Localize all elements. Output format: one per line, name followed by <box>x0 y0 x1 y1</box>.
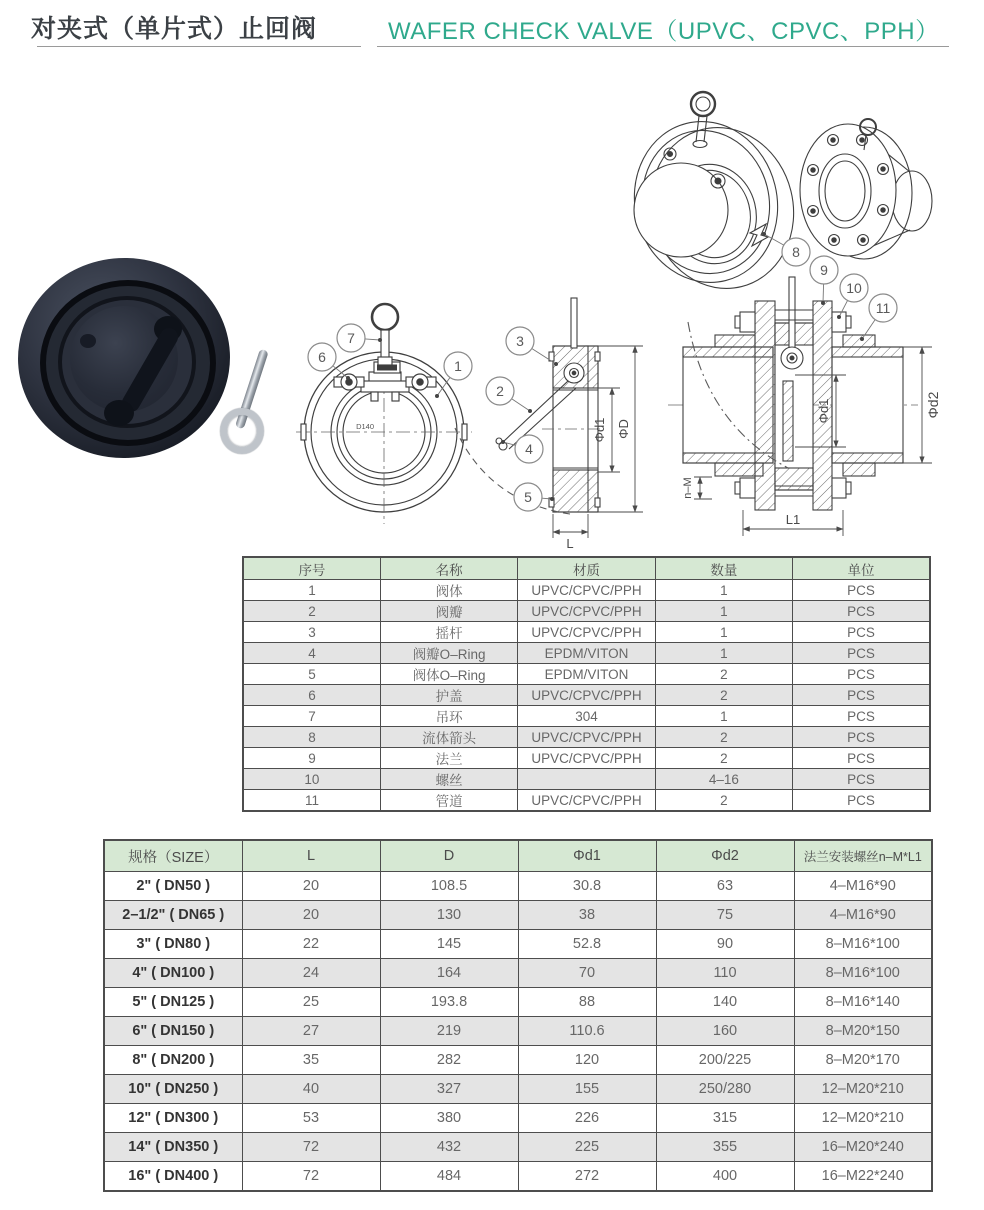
table-cell: 72 <box>242 1133 380 1162</box>
callout-9 <box>810 256 838 305</box>
table-cell: 4–16 <box>655 769 792 790</box>
bore-label: D140 <box>356 422 374 431</box>
flange-left <box>755 301 775 510</box>
table-row <box>104 872 932 901</box>
perspective-view <box>618 92 932 304</box>
table-cell: 2 <box>655 790 792 812</box>
table-cell: 2 <box>655 664 792 685</box>
table-row <box>104 959 932 988</box>
dim-phi-d1-assembly: Φd1 <box>816 398 831 424</box>
table-cell: 120 <box>518 1046 656 1075</box>
pipe-right <box>832 347 903 463</box>
table-cell: 432 <box>380 1133 518 1162</box>
dim-phi-d1-side: Φd1 <box>592 417 607 443</box>
table-row <box>104 1162 932 1192</box>
table-cell: 阀体O–Ring <box>380 664 517 685</box>
callout-3 <box>506 327 558 366</box>
callout-number: 10 <box>846 280 862 296</box>
table-cell: 2–1/2" ( DN65 ) <box>104 901 242 930</box>
table-cell: 226 <box>518 1104 656 1133</box>
table-cell: UPVC/CPVC/PPH <box>518 748 655 769</box>
table-cell: 5" ( DN125 ) <box>104 988 242 1017</box>
callout-number: 5 <box>524 489 532 505</box>
table-cell: 9 <box>243 748 380 769</box>
table-cell: 219 <box>380 1017 518 1046</box>
table-cell: 72 <box>242 1162 380 1192</box>
table-cell: UPVC/CPVC/PPH <box>518 727 655 748</box>
column-header: 材质 <box>518 557 655 580</box>
table-cell: 380 <box>380 1104 518 1133</box>
table-cell: UPVC/CPVC/PPH <box>518 580 655 601</box>
table-cell: 20 <box>242 872 380 901</box>
table-cell: 130 <box>380 901 518 930</box>
table-cell: 160 <box>656 1017 794 1046</box>
table-cell: 8" ( DN200 ) <box>104 1046 242 1075</box>
table-row <box>104 1104 932 1133</box>
table-cell: PCS <box>793 622 930 643</box>
table-cell: PCS <box>793 643 930 664</box>
callout-number: 7 <box>347 330 355 346</box>
table-cell: 1 <box>243 580 380 601</box>
dim-phi-D: ΦD <box>616 419 631 439</box>
callout-2 <box>486 377 532 413</box>
table-cell: 1 <box>655 580 792 601</box>
table-cell: 63 <box>656 872 794 901</box>
table-cell: 1 <box>655 706 792 727</box>
page-title-cn: 对夹式（单片式）止回阀 <box>31 15 318 43</box>
table-cell: 250/280 <box>656 1075 794 1104</box>
callout-number: 1 <box>454 358 462 374</box>
table-cell: 52.8 <box>518 930 656 959</box>
table-row <box>104 1017 932 1046</box>
table-cell: 1 <box>655 601 792 622</box>
table-cell: 10 <box>243 769 380 790</box>
table-cell: 2 <box>655 727 792 748</box>
table-cell: 摇杆 <box>380 622 517 643</box>
table-cell: PCS <box>793 580 930 601</box>
callout-number: 11 <box>875 300 891 316</box>
table-cell: 阀体 <box>380 580 517 601</box>
table-cell: 88 <box>518 988 656 1017</box>
table-cell: PCS <box>793 664 930 685</box>
table-cell: 5 <box>243 664 380 685</box>
size-table <box>103 839 933 1192</box>
table-cell: 35 <box>242 1046 380 1075</box>
lifting-eye-3d <box>691 92 715 148</box>
table-row <box>243 769 930 790</box>
table-cell: 225 <box>518 1133 656 1162</box>
table-cell: 法兰 <box>380 748 517 769</box>
table-cell: 4 <box>243 643 380 664</box>
table-cell: 315 <box>656 1104 794 1133</box>
table-cell: 1 <box>655 622 792 643</box>
table-cell: 8–M20*170 <box>794 1046 932 1075</box>
table-row <box>104 901 932 930</box>
table-cell: 193.8 <box>380 988 518 1017</box>
table-cell: 108.5 <box>380 872 518 901</box>
table-cell: UPVC/CPVC/PPH <box>518 601 655 622</box>
table-cell: 272 <box>518 1162 656 1192</box>
dim-L: L <box>566 536 574 551</box>
table-row <box>243 727 930 748</box>
table-cell: 2 <box>655 748 792 769</box>
callout-number: 3 <box>516 333 524 349</box>
column-header: Φd1 <box>518 840 656 872</box>
column-header: D <box>380 840 518 872</box>
table-cell: 12" ( DN300 ) <box>104 1104 242 1133</box>
dim-n-M: n–M <box>682 477 694 499</box>
table-cell: 流体箭头 <box>380 727 517 748</box>
table-cell: 38 <box>518 901 656 930</box>
table-row <box>243 748 930 769</box>
hinge-pin <box>571 298 577 348</box>
table-cell: 4–M16*90 <box>794 872 932 901</box>
table-cell: PCS <box>793 790 930 812</box>
lifting-eye-front <box>372 304 398 365</box>
table-row <box>243 580 930 601</box>
table-cell: PCS <box>793 727 930 748</box>
valve-photo-arm-end <box>104 400 134 426</box>
table-cell: 10" ( DN250 ) <box>104 1075 242 1104</box>
table-cell: 16" ( DN400 ) <box>104 1162 242 1192</box>
table-cell: 30.8 <box>518 872 656 901</box>
table-cell: 2 <box>655 685 792 706</box>
table-cell: 40 <box>242 1075 380 1104</box>
table-cell: EPDM/VITON <box>518 643 655 664</box>
table-cell: 22 <box>242 930 380 959</box>
table-cell: PCS <box>793 601 930 622</box>
table-cell: EPDM/VITON <box>518 664 655 685</box>
table-cell: 145 <box>380 930 518 959</box>
table-cell: 75 <box>656 901 794 930</box>
table-row <box>243 685 930 706</box>
table-cell: 2 <box>243 601 380 622</box>
table-row <box>104 1133 932 1162</box>
table-cell: 管道 <box>380 790 517 812</box>
parts-table-header-row <box>243 557 930 580</box>
table-row <box>104 1046 932 1075</box>
table-cell: UPVC/CPVC/PPH <box>518 685 655 706</box>
table-cell: 304 <box>518 706 655 727</box>
callout-number: 9 <box>820 262 828 278</box>
table-cell: 8–M16*140 <box>794 988 932 1017</box>
table-cell: 14" ( DN350 ) <box>104 1133 242 1162</box>
table-cell: 53 <box>242 1104 380 1133</box>
column-header: 名称 <box>380 557 517 580</box>
table-cell: 8–M16*100 <box>794 930 932 959</box>
column-header: 数量 <box>655 557 792 580</box>
table-cell: PCS <box>793 706 930 727</box>
column-header: Φd2 <box>656 840 794 872</box>
table-cell: 8–M20*150 <box>794 1017 932 1046</box>
table-cell: 140 <box>656 988 794 1017</box>
column-header: 法兰安装螺丝n–M*L1 <box>794 840 932 872</box>
table-cell: 3" ( DN80 ) <box>104 930 242 959</box>
table-cell: 16–M20*240 <box>794 1133 932 1162</box>
table-cell: 110 <box>656 959 794 988</box>
table-row <box>243 643 930 664</box>
assembly-section-view <box>668 277 941 536</box>
dim-phi-d2: Φd2 <box>925 391 941 419</box>
table-cell: 24 <box>242 959 380 988</box>
table-cell: 484 <box>380 1162 518 1192</box>
column-header: L <box>242 840 380 872</box>
callout-number: 8 <box>792 244 800 260</box>
valve-photo-hinge-knob <box>80 334 96 348</box>
table-cell: PCS <box>793 769 930 790</box>
table-cell <box>518 769 655 790</box>
column-header: 单位 <box>793 557 930 580</box>
table-cell: UPVC/CPVC/PPH <box>518 622 655 643</box>
table-cell: 164 <box>380 959 518 988</box>
table-cell: 25 <box>242 988 380 1017</box>
product-photo <box>14 250 288 470</box>
table-cell: 90 <box>656 930 794 959</box>
callout-number: 2 <box>496 383 504 399</box>
table-cell: 螺丝 <box>380 769 517 790</box>
table-row <box>243 622 930 643</box>
table-cell: 200/225 <box>656 1046 794 1075</box>
table-cell: 2" ( DN50 ) <box>104 872 242 901</box>
side-section-view <box>455 298 643 551</box>
column-header: 序号 <box>243 557 380 580</box>
table-cell: 110.6 <box>518 1017 656 1046</box>
page-title-en: WAFER CHECK VALVE（UPVC、CPVC、PPH） <box>388 18 940 45</box>
table-cell: 400 <box>656 1162 794 1192</box>
table-cell: 8 <box>243 727 380 748</box>
table-cell: 155 <box>518 1075 656 1104</box>
size-table-header-row <box>104 840 932 872</box>
callout-4 <box>501 435 543 463</box>
table-cell: 70 <box>518 959 656 988</box>
table-row <box>104 930 932 959</box>
table-cell: 4–M16*90 <box>794 901 932 930</box>
dim-L1: L1 <box>785 512 801 527</box>
table-cell: 20 <box>242 901 380 930</box>
eye-bolt-loop <box>220 408 264 454</box>
table-row <box>243 601 930 622</box>
callout-8 <box>762 232 810 266</box>
table-cell: 16–M22*240 <box>794 1162 932 1192</box>
front-view <box>296 304 472 524</box>
table-row <box>243 706 930 727</box>
table-cell: PCS <box>793 685 930 706</box>
callout-7 <box>337 324 382 352</box>
valve-disc-3d <box>634 163 728 257</box>
table-cell: PCS <box>793 748 930 769</box>
table-cell: 1 <box>655 643 792 664</box>
callout-number: 6 <box>318 349 326 365</box>
parts-table <box>242 556 931 812</box>
callout-number: 4 <box>525 441 533 457</box>
table-cell: UPVC/CPVC/PPH <box>518 790 655 812</box>
table-cell: 11 <box>243 790 380 812</box>
table-cell: 吊环 <box>380 706 517 727</box>
table-cell: 27 <box>242 1017 380 1046</box>
table-cell: 12–M20*210 <box>794 1075 932 1104</box>
table-cell: 4" ( DN100 ) <box>104 959 242 988</box>
table-cell: 3 <box>243 622 380 643</box>
table-cell: 8–M16*100 <box>794 959 932 988</box>
table-cell: 阀瓣O–Ring <box>380 643 517 664</box>
table-row <box>104 988 932 1017</box>
callout-5 <box>514 483 554 511</box>
table-cell: 6" ( DN150 ) <box>104 1017 242 1046</box>
table-cell: 327 <box>380 1075 518 1104</box>
table-cell: 阀瓣 <box>380 601 517 622</box>
table-cell: 6 <box>243 685 380 706</box>
table-cell: 7 <box>243 706 380 727</box>
table-cell: 355 <box>656 1133 794 1162</box>
table-row <box>243 790 930 812</box>
table-cell: 282 <box>380 1046 518 1075</box>
table-row <box>243 664 930 685</box>
table-cell: 护盖 <box>380 685 517 706</box>
table-row <box>104 1075 932 1104</box>
callout-10 <box>837 274 868 319</box>
callout-11 <box>860 294 897 341</box>
column-header: 规格（SIZE） <box>104 840 242 872</box>
table-cell: 12–M20*210 <box>794 1104 932 1133</box>
